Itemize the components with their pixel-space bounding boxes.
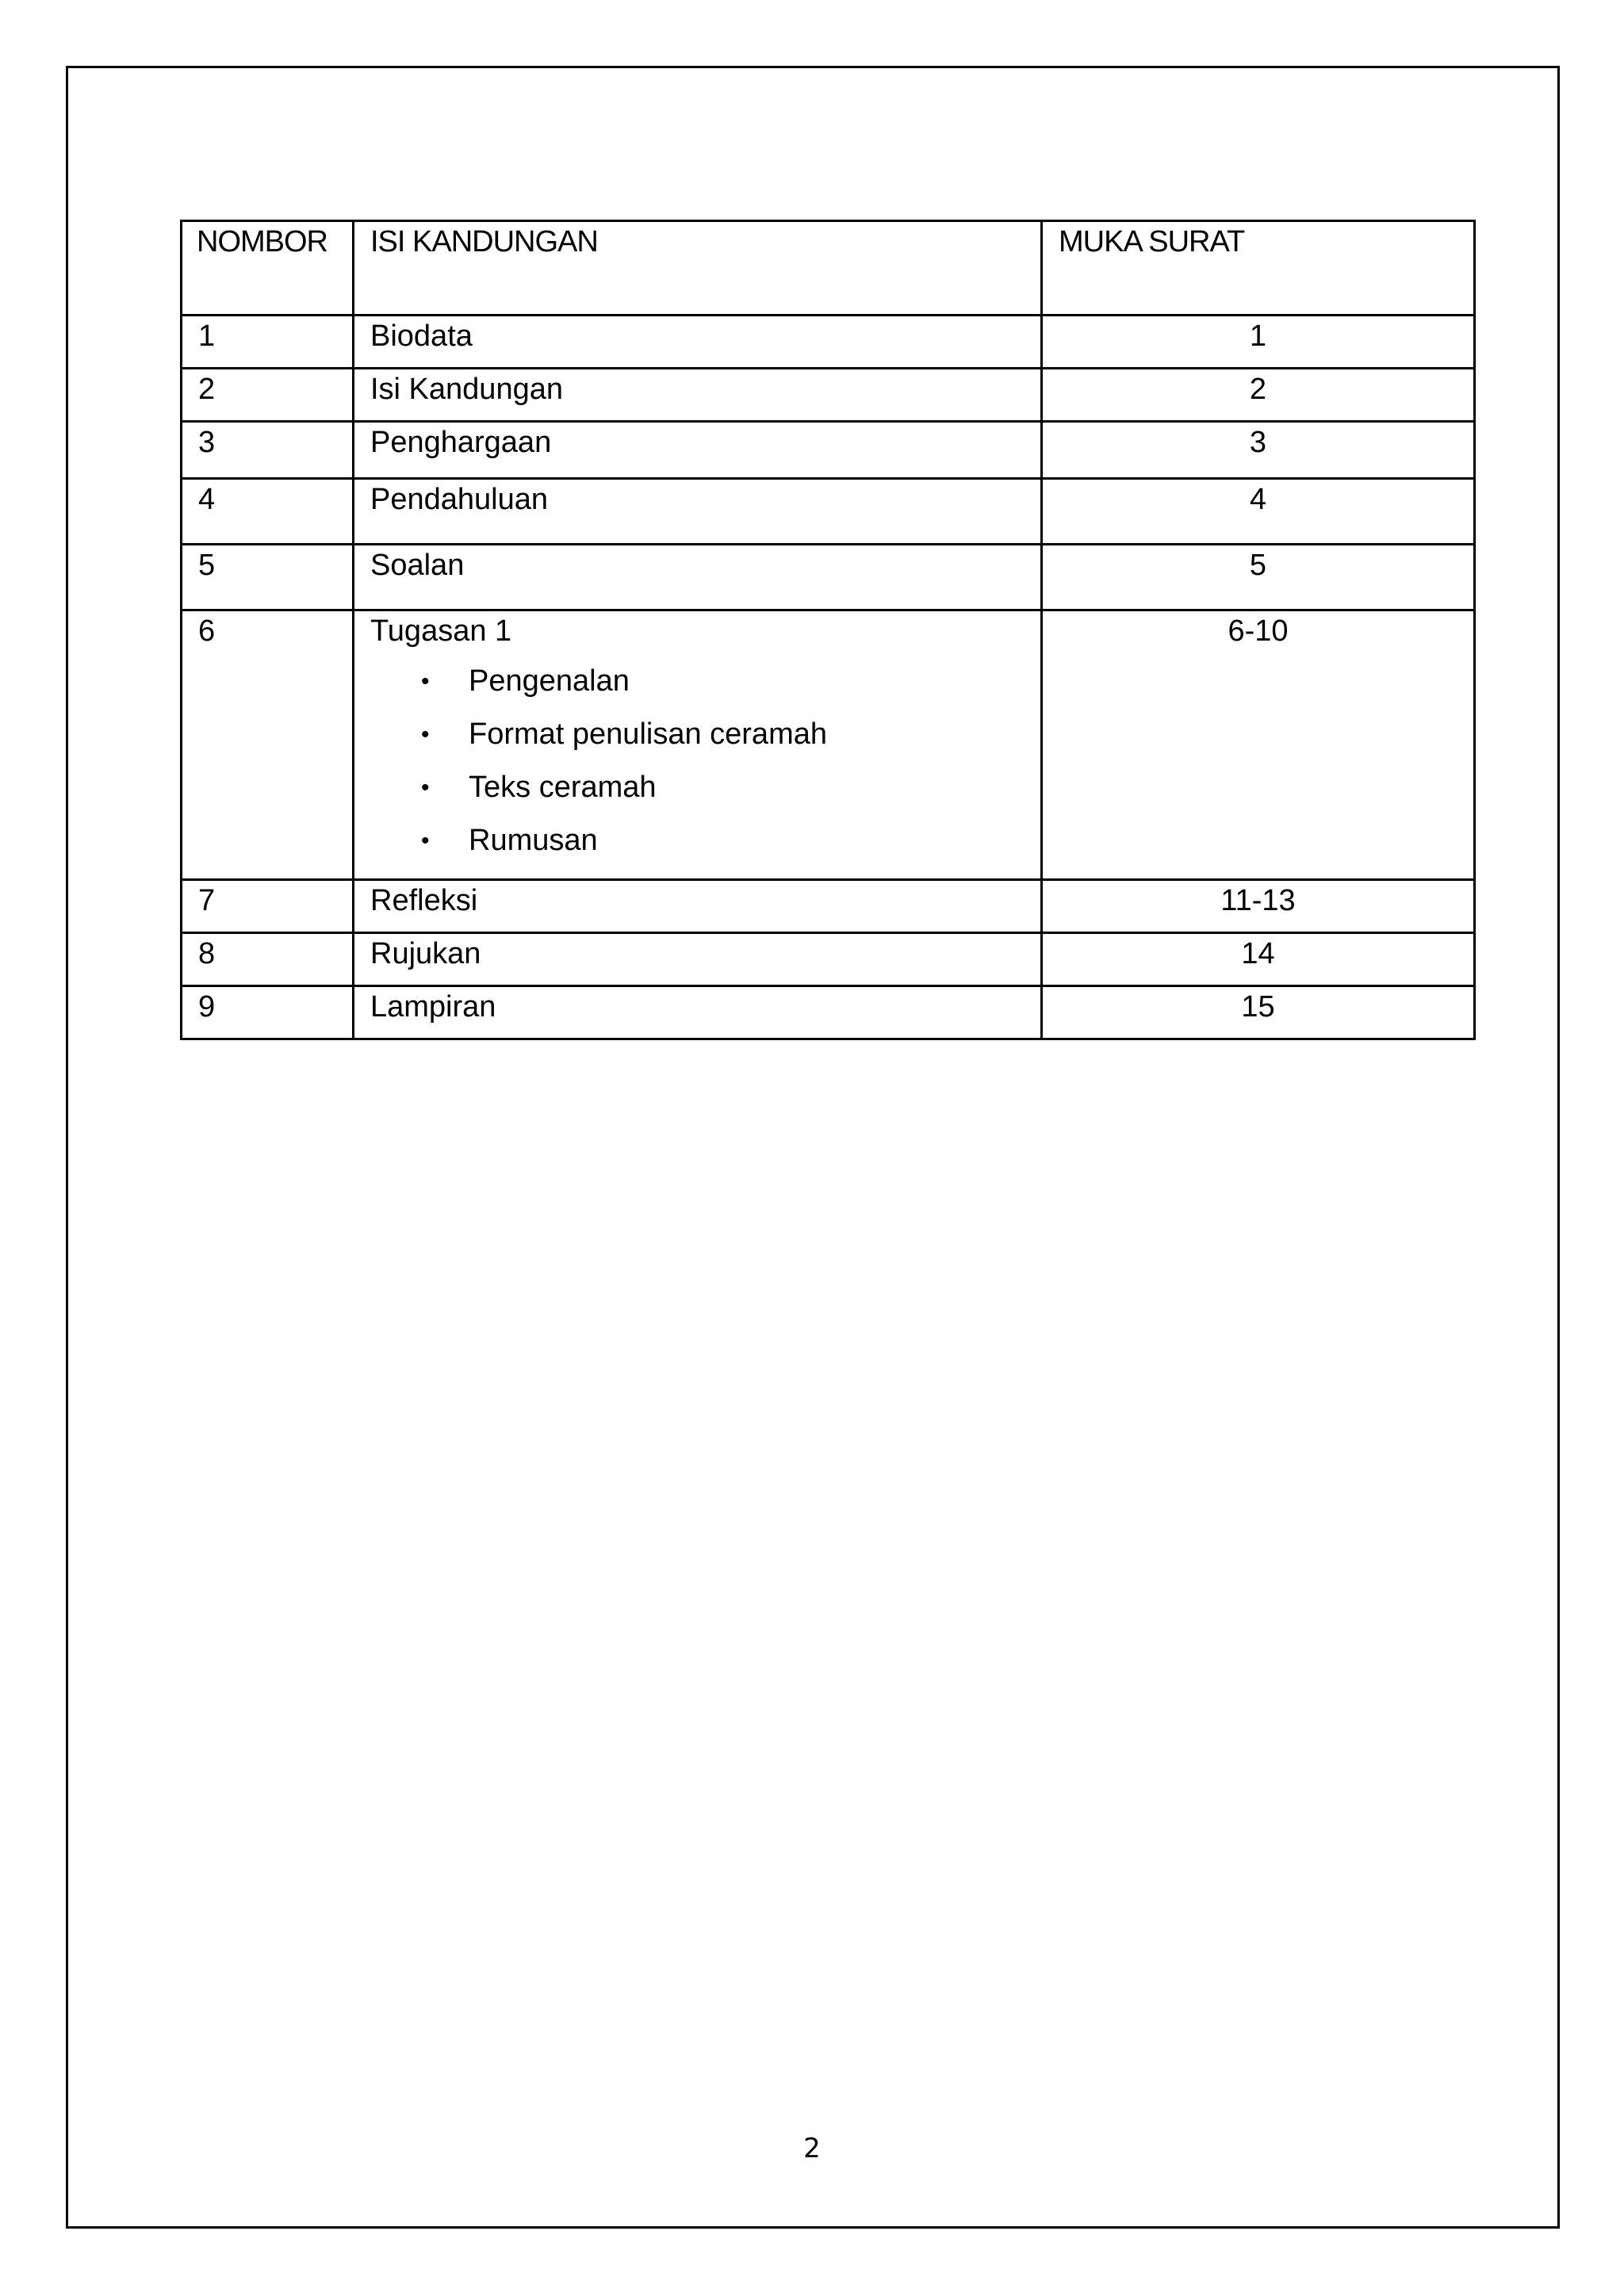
row-page: 6-10 <box>1042 610 1475 880</box>
table-row <box>182 369 1475 422</box>
table-row <box>182 880 1475 933</box>
table-row <box>182 610 1475 880</box>
row-title: Rujukan <box>354 933 1042 986</box>
row-title: Soalan <box>354 545 1042 610</box>
subitem-label: Format penulisan ceramah <box>469 717 827 751</box>
subitem-label: Rumusan <box>469 823 598 857</box>
row-number: 7 <box>182 880 354 933</box>
row-page: 2 <box>1042 369 1475 422</box>
row-page: 4 <box>1042 479 1475 545</box>
row-page: 3 <box>1042 422 1475 479</box>
row-title: Biodata <box>354 316 1042 369</box>
row-page: 14 <box>1042 933 1475 986</box>
row-title: Tugasan 1 <box>370 614 512 648</box>
table-row <box>182 422 1475 479</box>
row-number: 2 <box>182 369 354 422</box>
table-row <box>182 986 1475 1039</box>
subitem-label: Pengenalan <box>469 664 630 698</box>
list-item <box>370 655 1025 708</box>
row-number: 1 <box>182 316 354 369</box>
row-title: Pendahuluan <box>354 479 1042 545</box>
row-title: Refleksi <box>354 880 1042 933</box>
row-page: 1 <box>1042 316 1475 369</box>
row-page: 5 <box>1042 545 1475 610</box>
row-page: 15 <box>1042 986 1475 1039</box>
bullet-icon: • <box>421 827 430 854</box>
row-page: 11-13 <box>1042 880 1475 933</box>
table-row <box>182 316 1475 369</box>
row-title-cell <box>354 610 1042 880</box>
row-title: Lampiran <box>354 986 1042 1039</box>
list-item <box>370 708 1025 761</box>
row-number: 9 <box>182 986 354 1039</box>
subitem-label: Teks ceramah <box>469 770 657 804</box>
row-number: 8 <box>182 933 354 986</box>
table-of-contents <box>180 220 1476 1040</box>
row-number: 3 <box>182 422 354 479</box>
table-row <box>182 545 1475 610</box>
subitem-list <box>370 655 1025 867</box>
row-number: 6 <box>182 610 354 880</box>
row-number: 5 <box>182 545 354 610</box>
bullet-icon: • <box>421 721 430 748</box>
header-number: NOMBOR <box>182 221 354 316</box>
table-header-row <box>182 221 1475 316</box>
table-row <box>182 479 1475 545</box>
header-page: MUKA SURAT <box>1042 221 1475 316</box>
page-number: 2 <box>803 2133 821 2164</box>
row-title: Penghargaan <box>354 422 1042 479</box>
bullet-icon: • <box>421 774 430 801</box>
row-title: Isi Kandungan <box>354 369 1042 422</box>
bullet-icon: • <box>421 668 430 695</box>
header-contents: ISI KANDUNGAN <box>354 221 1042 316</box>
list-item <box>370 814 1025 867</box>
row-number: 4 <box>182 479 354 545</box>
table-row <box>182 933 1475 986</box>
list-item <box>370 761 1025 814</box>
